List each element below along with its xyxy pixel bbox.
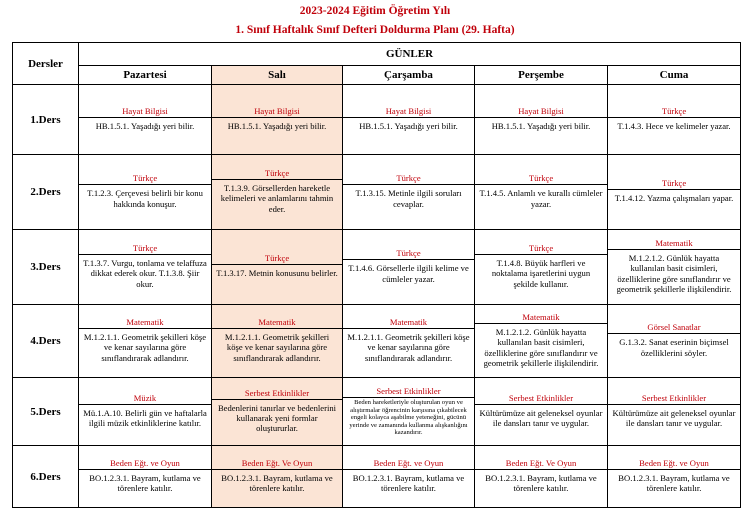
document-title: 2023-2024 Eğitim Öğretim Yılı xyxy=(299,5,451,17)
lesson-cell xyxy=(475,378,608,446)
lesson-cell xyxy=(475,155,608,230)
outcome-text: M.1.2.1.2. Günlük hayatta kullanılan basit cisimleri, özelliklerine göre sınıflandırır ve geometrik şekillerle ilişkilendirir. xyxy=(483,326,599,368)
document-subtitle: 1. Sınıf Haftalık Sınıf Defteri Doldurma Planı (29. Hafta) xyxy=(235,24,515,36)
outcome-text: HB.1.5.1. Yaşadığı yeri bilir. xyxy=(491,120,591,131)
outcome-text: T.1.2.3. Çerçevesi belirli bir konu hakkında konuşur. xyxy=(87,188,203,209)
subject-label: Türkçe xyxy=(608,105,740,118)
subject-label: Türkçe xyxy=(212,252,342,265)
subject-label: Beden Eğt. ve Oyun xyxy=(608,457,740,470)
lesson-cell xyxy=(343,155,475,230)
subject-label: Matematik xyxy=(475,311,607,324)
table-row xyxy=(13,305,741,378)
subject-label: Hayat Bilgisi xyxy=(475,105,607,118)
weekly-plan-table xyxy=(12,42,741,508)
lesson-cell xyxy=(212,85,343,155)
header-dersler: Dersler xyxy=(13,43,79,85)
outcome-text: T.1.4.8. Büyük harfleri ve noktalama işaretlerini uygun şekilde kullanır. xyxy=(491,258,591,289)
subject-label: Matematik xyxy=(343,316,474,329)
lesson-cell xyxy=(79,155,212,230)
period-label: 1.Ders xyxy=(13,85,79,155)
lesson-cell xyxy=(79,305,212,378)
lesson-cell xyxy=(608,305,741,378)
lesson-cell xyxy=(343,446,475,508)
day-header-monday: Pazartesi xyxy=(79,66,212,85)
subject-label: Serbest Etkinlikler xyxy=(475,392,607,405)
outcome-text: BO.1.2.3.1. Bayram, kutlama ve törenlere katılır. xyxy=(352,472,465,493)
outcome-text: T.1.4.3. Hece ve kelimeler yazar. xyxy=(617,120,731,131)
outcome-text: M.1.2.1.1. Geometrik şekilleri köşe ve kenar sayılarına göre sınıflandırarak adlandırır. xyxy=(83,332,207,363)
lesson-cell xyxy=(343,305,475,378)
subject-label: Türkçe xyxy=(343,247,474,260)
table-row xyxy=(13,155,741,230)
subject-label: Beden Eğt. ve Oyun xyxy=(79,457,211,470)
period-label: 2.Ders xyxy=(13,155,79,230)
outcome-text: M.1.2.1.1. Geometrik şekilleri köşe ve kenar sayılarına göre sınıflandırarak adlandırır. xyxy=(224,332,330,363)
period-label: 4.Ders xyxy=(13,305,79,378)
subject-label: Görsel Sanatlar xyxy=(608,321,740,334)
lesson-cell xyxy=(608,230,741,305)
outcome-text: Kültürümüze ait geleneksel oyunlar ile dansları tanır ve uygular. xyxy=(612,407,736,428)
lesson-cell xyxy=(79,378,212,446)
subject-label: Serbest Etkinlikler xyxy=(343,385,474,398)
outcome-text: BO.1.2.3.1. Bayram, kutlama ve törenlere katılır. xyxy=(221,472,333,493)
lesson-cell xyxy=(608,155,741,230)
outcome-text: BO.1.2.3.1. Bayram, kutlama ve törenlere katılır. xyxy=(89,472,201,493)
lesson-cell xyxy=(212,446,343,508)
outcome-text: T.1.4.5. Anlamlı ve kurallı cümleler yazar. xyxy=(479,188,603,209)
lesson-cell xyxy=(343,378,475,446)
outcome-text: G.1.3.2. Sanat eserinin biçimsel özelliklerini söyler. xyxy=(619,337,729,358)
outcome-text: T.1.3.9. Görsellerden hareketle kelimeleri ve anlamlarını tahmin eder. xyxy=(220,183,334,214)
outcome-text: BO.1.2.3.1. Bayram, kutlama ve törenlere katılır. xyxy=(485,472,597,493)
subject-label: Hayat Bilgisi xyxy=(79,105,211,118)
lesson-cell xyxy=(343,230,475,305)
outcome-text: T.1.3.17. Metnin konusunu belirler. xyxy=(216,268,338,279)
lesson-cell xyxy=(475,230,608,305)
subject-label: Türkçe xyxy=(79,172,211,185)
lesson-cell xyxy=(212,305,343,378)
lesson-cell xyxy=(212,230,343,305)
lesson-cell xyxy=(608,446,741,508)
lesson-cell xyxy=(608,378,741,446)
subject-label: Serbest Etkinlikler xyxy=(608,392,740,405)
outcome-text: HB.1.5.1. Yaşadığı yeri bilir. xyxy=(95,120,195,131)
outcome-text: M.1.2.1.2. Günlük hayatta kullanılan basit cisimleri, özelliklerine göre sınıflandırır ve geometrik şekillerle ilişkilendirir. xyxy=(616,252,732,294)
table-row xyxy=(13,378,741,446)
lesson-cell xyxy=(343,85,475,155)
lesson-cell xyxy=(475,446,608,508)
header-gunler: GÜNLER xyxy=(79,43,741,66)
subject-label: Türkçe xyxy=(475,242,607,255)
subject-label: Müzik xyxy=(79,392,211,405)
subject-label: Beden Eğt. ve Oyun xyxy=(343,457,474,470)
lesson-cell xyxy=(79,446,212,508)
outcome-text: BO.1.2.3.1. Bayram, kutlama ve törenlere katılır. xyxy=(618,472,730,493)
period-label: 5.Ders xyxy=(13,378,79,446)
subject-label: Matematik xyxy=(608,237,740,250)
outcome-text: T.1.3.7. Vurgu, tonlama ve telaffuza dikkat ederek okur. T.1.3.8. Şiir okur. xyxy=(83,258,207,289)
subject-label: Beden Eğt. Ve Oyun xyxy=(475,457,607,470)
period-label: 3.Ders xyxy=(13,230,79,305)
outcome-text: T.1.4.6. Görsellerle ilgili kelime ve cümleler yazar. xyxy=(348,263,469,284)
lesson-cell xyxy=(79,230,212,305)
outcome-text: T.1.4.12. Yazma çalışmaları yapar. xyxy=(614,193,734,204)
lesson-cell xyxy=(212,155,343,230)
table-row xyxy=(13,446,741,508)
subject-label: Türkçe xyxy=(343,172,474,185)
subject-label: Türkçe xyxy=(608,177,740,190)
outcome-text: HB.1.5.1. Yaşadığı yeri bilir. xyxy=(359,120,458,131)
day-header-tuesday: Salı xyxy=(212,66,343,85)
subject-label: Beden Eğt. Ve Oyun xyxy=(212,457,342,470)
outcome-text: Bedenlerini tanırlar ve bedenlerini kullanarak yeni formlar oluştururlar. xyxy=(217,402,337,434)
subject-label: Türkçe xyxy=(212,167,342,180)
subject-label: Hayat Bilgisi xyxy=(343,105,474,118)
subject-label: Serbest Etkinlikler xyxy=(212,387,342,400)
outcome-text: Mü.1.A.10. Belirli gün ve haftalarla ilgili müzik etkinliklerine katılır. xyxy=(83,407,207,428)
lesson-cell xyxy=(212,378,343,446)
lesson-cell xyxy=(608,85,741,155)
table-row xyxy=(13,230,741,305)
table-row xyxy=(13,85,741,155)
period-label: 6.Ders xyxy=(13,446,79,508)
subject-label: Türkçe xyxy=(79,242,211,255)
subject-label: Hayat Bilgisi xyxy=(212,105,342,118)
outcome-text: Beden hareketleriyle oluşturulan oyun ve alıştırmalar öğrencinin karşısına çıkabilecek engeli kolayca aşabilme yeteneğini, gücünü yerinde ve zamanında kullanma alışkanlığını kazandırır. xyxy=(349,399,468,437)
day-header-wednesday: Çarşamba xyxy=(343,66,475,85)
lesson-cell xyxy=(475,85,608,155)
outcome-text: HB.1.5.1. Yaşadığı yeri bilir. xyxy=(227,120,327,131)
outcome-text: M.1.2.1.1. Geometrik şekilleri köşe ve kenar sayılarına göre sınıflandırarak adlandırır. xyxy=(347,332,470,363)
lesson-cell xyxy=(475,305,608,378)
subject-label: Matematik xyxy=(79,316,211,329)
lesson-cell xyxy=(79,85,212,155)
outcome-text: Kültürümüze ait geleneksel oyunlar ile dansları tanır ve uygular. xyxy=(479,407,603,428)
day-header-thursday: Perşembe xyxy=(475,66,608,85)
subject-label: Matematik xyxy=(212,316,342,329)
outcome-text: T.1.3.15. Metinle ilgili soruları cevaplar. xyxy=(355,188,462,209)
subject-label: Türkçe xyxy=(475,172,607,185)
day-header-friday: Cuma xyxy=(608,66,741,85)
